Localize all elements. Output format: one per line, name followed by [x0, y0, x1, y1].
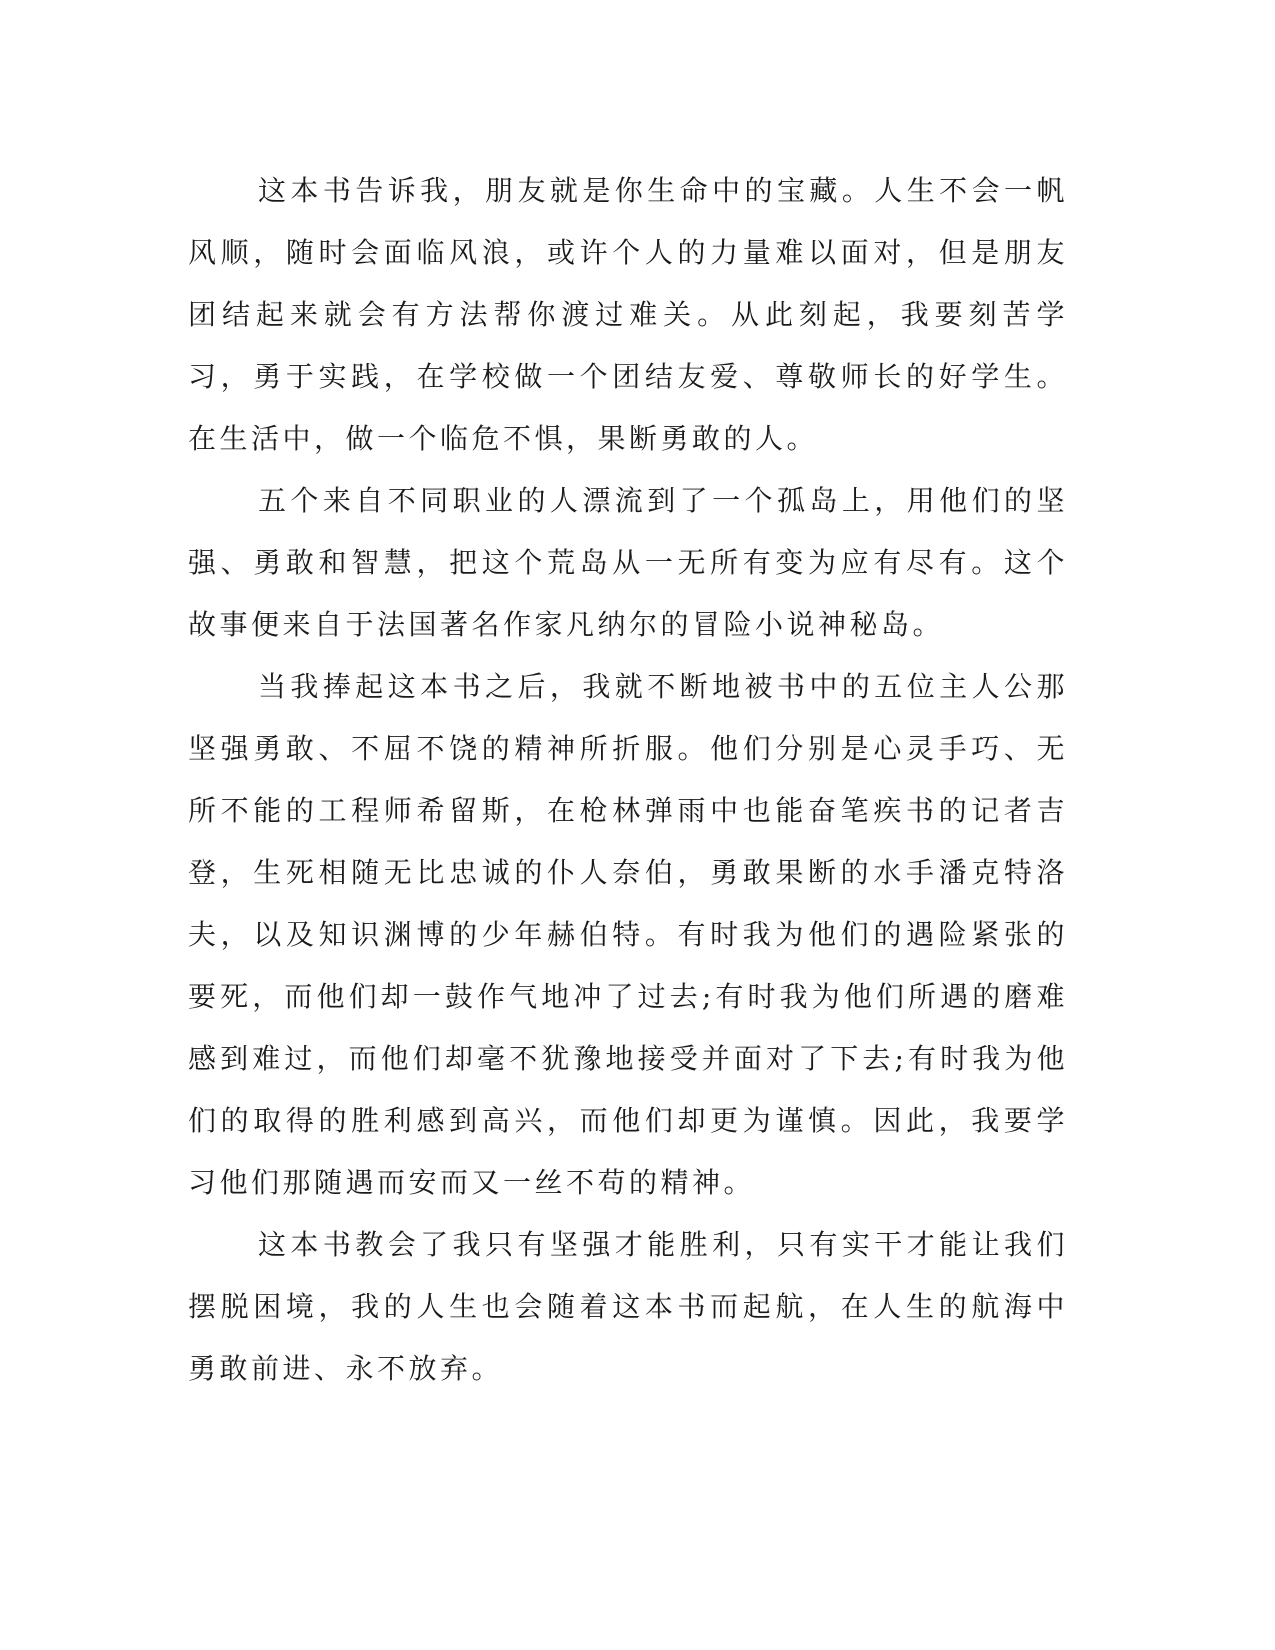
- paragraph-3: 当我捧起这本书之后，我就不断地被书中的五位主人公那坚强勇敢、不屈不饶的精神所折服。他们分别是心灵手巧、无所不能的工程师希留斯，在枪林弹雨中也能奋笔疾书的记者吉登，生死相随无比忠诚的仆人奈伯，勇敢果断的水手潘克特洛夫，以及知识渊博的少年赫伯特。有时我为他们的遇险紧张的要死，而他们却一鼓作气地冲了过去;有时我为他们所遇的磨难感到难过，而他们却毫不犹豫地接受并面对了下去;有时我为他们的取得的胜利感到高兴，而他们却更为谨慎。因此，我要学习他们那随遇而安而又一丝不苟的精神。: [188, 670, 1068, 1199]
- body-text: [188, 160, 1068, 1400]
- paragraph-1: 这本书告诉我，朋友就是你生命中的宝藏。人生不会一帆风顺，随时会面临风浪，或许个人的力量难以面对，但是朋友团结起来就会有方法帮你渡过难关。从此刻起，我要刻苦学习，勇于实践，在学校做一个团结友爱、尊敬师长的好学生。在生活中，做一个临危不惧，果断勇敢的人。: [188, 174, 1068, 455]
- paragraph-4: 这本书教会了我只有坚强才能胜利，只有实干才能让我们摆脱困境，我的人生也会随着这本书而起航，在人生的航海中勇敢前进、永不放弃。: [188, 1228, 1068, 1385]
- paragraph-2: 五个来自不同职业的人漂流到了一个孤岛上，用他们的坚强、勇敢和智慧，把这个荒岛从一无所有变为应有尽有。这个故事便来自于法国著名作家凡纳尔的冒险小说神秘岛。: [188, 484, 1068, 641]
